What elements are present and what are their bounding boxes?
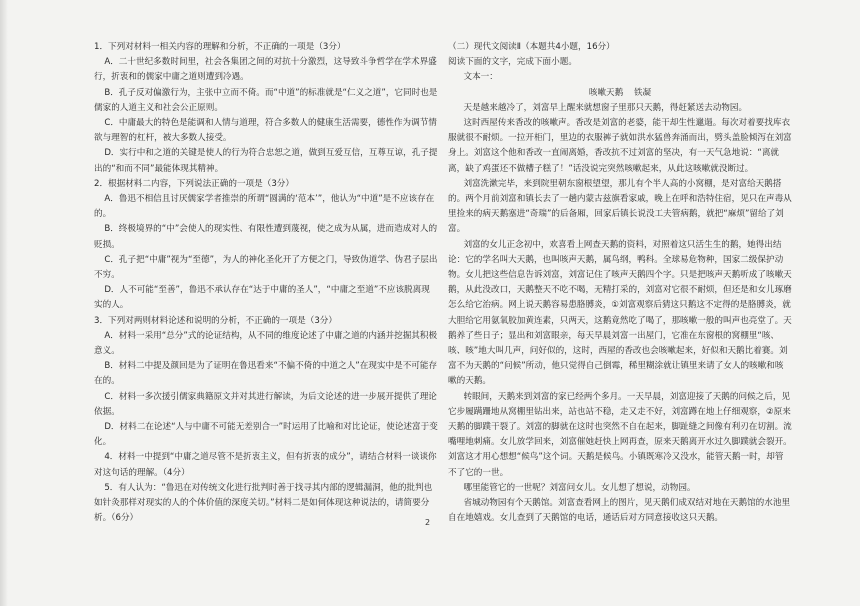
question-4: 4．材料一中提到“中庸之道尽管不是折衷主义，但有折衷的成分”，请结合材料一谈谈你对这句话的理解。（4分） (94, 452, 437, 478)
question-3: 3．下列对两则材料论述和说明的分析，不正确的一项是（3分） (94, 315, 337, 326)
q1-option-a: A．二十世纪多数时间里，社会各集团之间的对抗十分激烈，这导致斗争哲学在学术界盛行，折衷和的儒家中庸之道则遭到冷遇。 (94, 57, 437, 83)
right-column (448, 40, 792, 527)
question-5: 5．有人认为：“鲁迅在对传统文化进行批判时善于找寻其内部的逻辑漏洞，他的批判也如针灸那样对现实的人的个体价值的深度关切。”材料二是如何体现这种说法的，请简要分析。（6分） (94, 482, 433, 524)
q3-option-a: A．材料一采用“总分”式的论证结构，从不同的维度论述了中庸之道的内涵并挖掘其积极意义。 (94, 330, 438, 357)
q1-option-c: C．中庸最大的特色是能调和人情与道理，符合多数人的健康生活需要，德性作为调节情欲与理智的杠杆，被大多数人接受。 (94, 118, 437, 144)
scan-edge-shadow (0, 0, 8, 606)
article-title: 咳嗽天鹅 (588, 87, 624, 98)
reading-instruction: 阅读下面的文字，完成下面小题。 (448, 57, 577, 68)
q2-option-a: A．鲁迅不相信且讨厌儒家学者推崇的所谓“圆满的‘范本’”，他认为“中道”是不应该存在的。 (94, 194, 435, 220)
q3-option-b: B．材料二中提及颜回是为了证明在鲁迅看来“不偏不倚的中道之人”在现实中是不可能存在的。 (94, 361, 438, 387)
text-source-label: 文本一： (463, 72, 498, 83)
paragraph: 天是越来越冷了，刘富早上醒来就想窗子里那只天鹅，得赶紧送去动物园。 (463, 102, 748, 113)
question-1: 1．下列对材料一相关内容的理解和分析，不正确的一项是（3分） (94, 42, 346, 52)
paragraph: 省城动物园有个天鹅馆。刘富查看网上的图片，见天鹅们成双结对地在天鹅馆的水池里自在地嬉戏。女儿查到了天鹅馆的电话，通话后对方同意接收这只天鹅。 (448, 498, 791, 524)
article-author: 铁凝 (633, 87, 652, 98)
q3-option-d: D．材料二在论述“人与中庸不可能无差别合一”时运用了比喻和对比论证，使论述富于变化。 (94, 422, 438, 448)
q2-option-b: B．终极境界的“中”会使人的现实性、有限性遭到蔑视，使之成为从属，进而造成对人的贬损。 (94, 224, 438, 250)
question-2: 2．根据材料二内容，下列说法正确的一项是（3分） (94, 178, 294, 189)
paragraph: 这时西屋传来香改的咳嗽声。香改是刘富的老婆，能干却生性邋遢。每次对着要找库衣服就很不耐烦。一拉开柜门，里边的衣服裤子就如洪水猛兽奔涌而出，劈头盖脸倾泻在刘富身上。刘富这个他和香改一直闹离婚，香改抗不过刘富的坚决，有一天气急地说：“离就离，缺了鸡蛋还不做槽子糕了！”话没说完突然咳嗽起来，从此这咳嗽就没断过。 (448, 118, 792, 174)
page-number: 2 (425, 518, 431, 527)
paragraph: 刘富洗漱完毕，来到院里朝东窗根望望，那儿有个半人高的小窝棚，是对富给天鹅搭的。两个月前刘富和镇长去了一趟内蒙古兹旗看家戚，晚上在呼和浩特住宿，见只在声毒从里捡来的病天鹅塞进“奇瑞”的后备厢，回家后镇长说没工夫管病鹅，就把“麻烦”留给了刘富。 (448, 178, 792, 235)
left-column (94, 40, 438, 527)
paragraph: 哪里能管它的一世呢？刘富问女儿。女儿想了想说，动物园。 (463, 482, 696, 493)
section-heading: （二）现代文阅读Ⅱ（本题共4小题，16分） (448, 42, 615, 52)
q1-option-b: B．孔子反对偏激行为，主张中立而不倚。而“中道”的标准就是“仁义之道”，它同时也是儒家的人道主义和社会公正原则。 (94, 87, 438, 113)
article-title-line (448, 86, 792, 101)
q2-option-c: C．孔子把“中庸”视为“至德”，为人的神化圣化开了方便之门，导致伪道学、伪君子层出不穷。 (94, 254, 438, 281)
paragraph: 转眼间，天鹅来到刘富的家已经两个多月。一天早晨，刘富迎接了天鹅的问候之后，见它步履蹒跚地从窝棚里钻出来，站也站不稳，走又走不好，刘富蹲在地上仔细观察，②原来天鹅的脚蹼干裂了。刘富的脚就在这时也突然不自在起来，脚趾缝之间像有利刃在切割。流嘴哩地刺痛。女儿放学回来，刘富催她赶快上网再查，原来天鹅离开水过久脚蹼就会裂开。刘富这才用心想想“候鸟”这个词。天鹅是候鸟。小镇既寒冷又没水，能管天鹅一时，却管不了它的一世。 (448, 391, 792, 478)
q1-option-d: D．实行中和之道的关键是使人的行为符合忠恕之道，做到互爱互信，互尊互谅，孔子提出的“和而不同”最能体现其精神。 (94, 148, 438, 174)
q3-option-c: C．材料一多次援引儒家典籍原文并对其进行解读，为后文论述的进一步展开提供了理论依据。 (94, 391, 437, 417)
q2-option-d: D．人不可能“至善”，鲁迅不承认存在“达于中庸的圣人”，“中庸之至道”不应该脱离现实的人。 (94, 285, 430, 311)
paragraph: 刘富的女儿正念初中，欢喜看上网查天鹅的资料，对照着这只活生生的鹅，她得出结论：它的学名叫大天鹅，也叫咳声天鹅，属鸟纲，鸭科。全球易危物种，国家二级保护动物。女儿把这些信息告诉刘富，刘富记住了咳声天鹅四个字。只是把咳声天鹅听成了咳嗽天鹅，从此没改口，天鹅整天不吃不喝，无精打采的，刘富对它很不耐烦，但还是和女儿琢磨怎么给它治病。网上说天鹅容易患胳膊炎，①刘富观察后猜这只鹅这不定得的是胳膊炎，就大胆给它用氨氧胶加黄连素，只两天，这鹅竟然吃了喝了，那咳嗽一般的叫声也亮堂了。天鹅养了些日子；显出和刘富眼亲，每天早晨刘富一出屋门，它准在东窗根的窝棚里“咳、咳、咳”地大叫几声，问好似的，这时，西屋的香改也会咳嗽起来，好似和天鹅比着赛。刘富不为天鹅的“问候”所动，他只觉得自己倒霉，稀里糊涂就让镇里来请了女人的咳嗽和咳嗽的天鹅。 (448, 239, 792, 387)
